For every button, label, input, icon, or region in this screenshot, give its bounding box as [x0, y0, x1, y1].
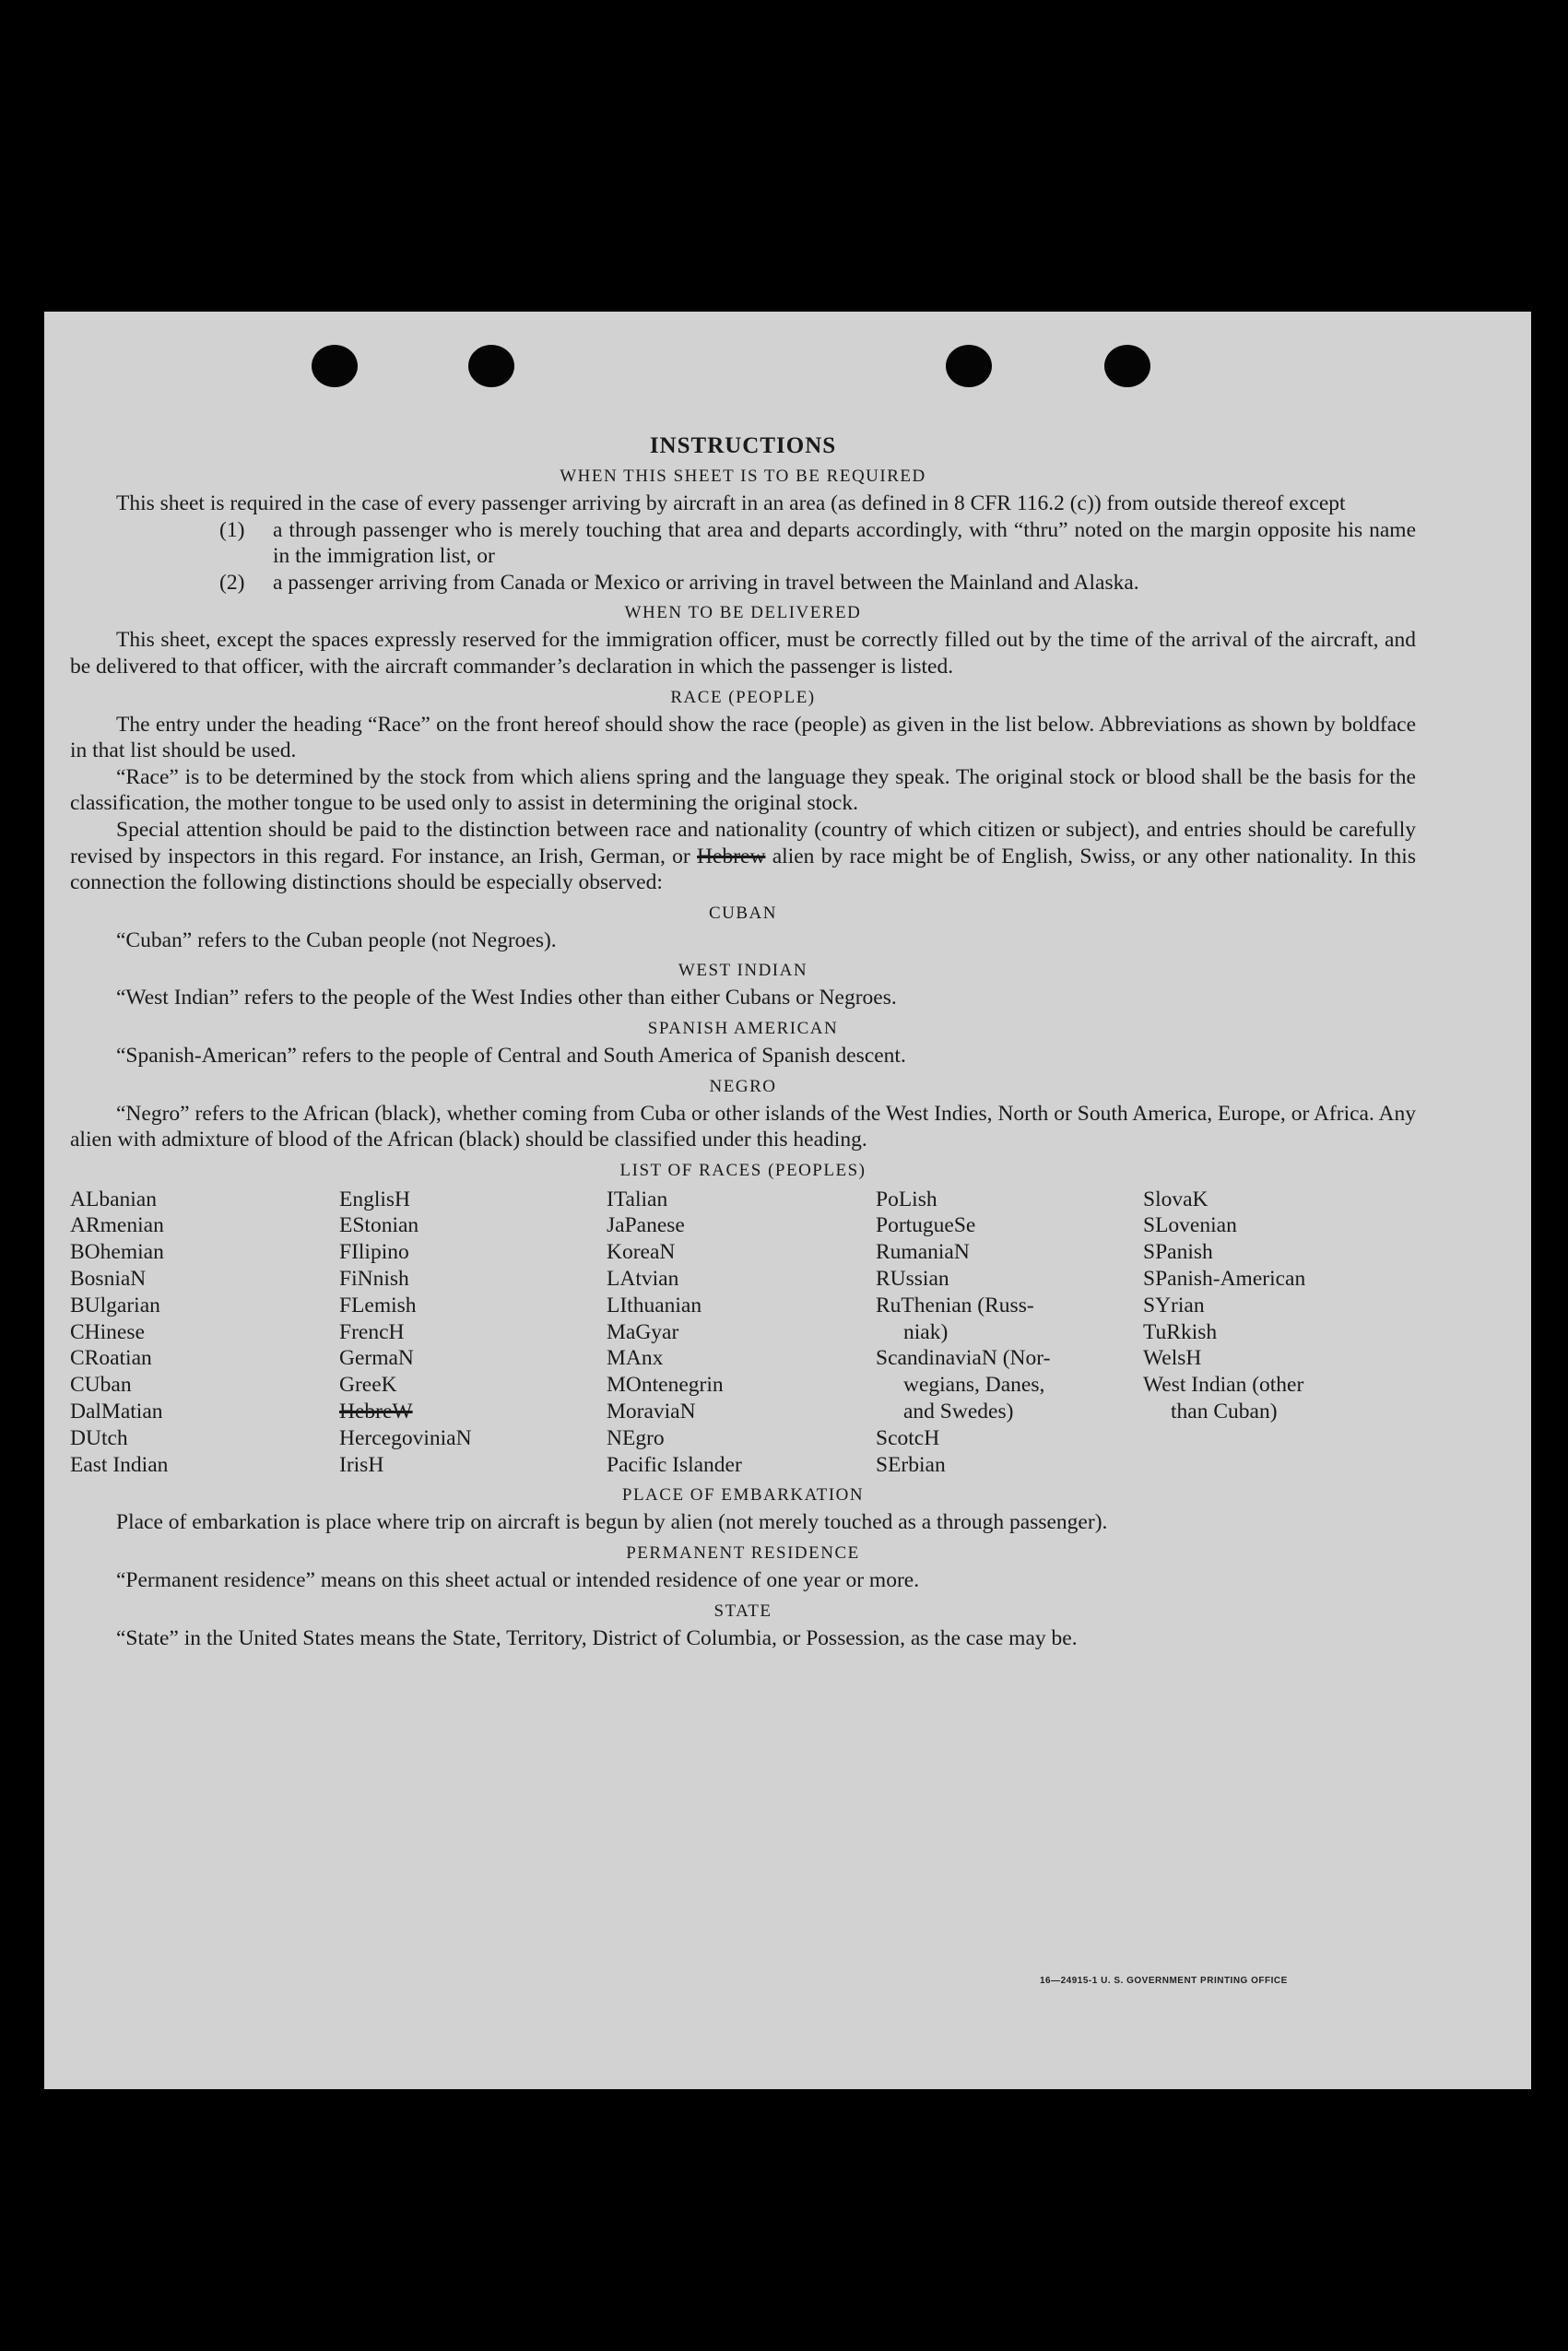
- race-entry: ScotcH: [876, 1425, 940, 1450]
- race-column-5: [1143, 1187, 1383, 1479]
- item-number: (1): [219, 517, 245, 542]
- instructions-body: [70, 433, 1416, 1651]
- heading-negro: NEGRO: [709, 1076, 777, 1096]
- race-column-1: [70, 1187, 339, 1479]
- race-entry: MaGyar: [607, 1319, 679, 1344]
- race-entry: PoLish: [876, 1187, 937, 1211]
- race-entry: ALbanian: [70, 1187, 157, 1211]
- race-entry: than Cuban): [1171, 1400, 1278, 1424]
- punch-hole: [946, 345, 992, 387]
- when-required-intro: This sheet is required in the case of every passenger arriving by aircraft in an area (as defined in 8 CFR 116.2 (c)) from outside thereof except: [116, 491, 1346, 515]
- race-entry: MOntenegrin: [607, 1373, 724, 1398]
- race-entry: SYrian: [1143, 1293, 1205, 1317]
- race-entry: DUtch: [70, 1425, 128, 1450]
- race-p3-after: alien by race might be of English, Swiss, or any other nationality. In this connection the following distinctions should be especially observed:: [70, 844, 1416, 895]
- cuban-text: “Cuban” refers to the Cuban people (not Negroes).: [116, 927, 557, 952]
- race-entry: BOhemian: [70, 1240, 164, 1265]
- when-delivered-text: This sheet, except the spaces expressly reserved for the immigration officer, must be correctly filled out by the time of the arrival of the aircraft, and be delivered to that officer, with the aircraft commander’s declaration in which the passenger is listed.: [70, 628, 1416, 679]
- race-entry: CUban: [70, 1373, 132, 1398]
- race-paragraph-3: [70, 817, 1416, 896]
- race-entry: ScandinaviaN (Nor-: [876, 1346, 1051, 1371]
- residence-text: “Permanent residence” means on this sheet actual or intended residence of one year or more.: [116, 1568, 920, 1593]
- race-entry: EStonian: [339, 1213, 419, 1238]
- race-entry: SLovenian: [1143, 1213, 1237, 1238]
- negro-text: “Negro” refers to the African (black), whether coming from Cuba or other islands of the West Indies, North or South America, Europe, or Africa. Any alien with admixture of blood of the African (black) should be classified under this heading.: [70, 1101, 1416, 1152]
- race-entry: RUssian: [876, 1267, 949, 1292]
- race-entry: wegians, Danes,: [903, 1373, 1045, 1398]
- race-entry: EnglisH: [339, 1187, 411, 1211]
- race-entry: FIlipino: [339, 1240, 409, 1265]
- race-column-2: [339, 1187, 607, 1479]
- race-paragraph-2: “Race” is to be determined by the stock from which aliens spring and the language they speak. The original stock or blood shall be the basis for the classification, the mother tongue to be used only to assist in determining the original stock.: [70, 764, 1416, 816]
- race-entry: BosniaN: [70, 1267, 147, 1292]
- state-text: “State” in the United States means the State, Territory, District of Columbia, or Possession, as the case may be.: [116, 1625, 1078, 1650]
- race-entry: SPanish: [1143, 1240, 1213, 1265]
- page-title: INSTRUCTIONS: [649, 433, 837, 458]
- race-entry: SPanish-American: [1143, 1267, 1306, 1292]
- list-item: [70, 570, 1416, 597]
- race-entry: IrisH: [339, 1452, 384, 1477]
- punch-hole: [1104, 345, 1150, 387]
- item-text: a passenger arriving from Canada or Mexico or arriving in travel between the Mainland and Alaska.: [273, 570, 1139, 595]
- race-entry: MAnx: [607, 1346, 664, 1371]
- heading-west-indian: WEST INDIAN: [678, 961, 808, 981]
- race-entry: CRoatian: [70, 1346, 152, 1371]
- race-entry: FLemish: [339, 1293, 417, 1317]
- item-text: a through passenger who is merely touching that area and departs accordingly, with “thru” noted on the margin opposite his name in the immigration list, or: [273, 517, 1416, 569]
- race-entry: RuThenian (Russ-: [876, 1293, 1034, 1317]
- race-entry: FrencH: [339, 1319, 405, 1344]
- race-entry: and Swedes): [903, 1400, 1014, 1424]
- race-entry: HercegovinіaN: [339, 1425, 472, 1450]
- race-column-3: [607, 1187, 876, 1479]
- race-entry: SlovaK: [1143, 1187, 1208, 1211]
- race-entry: ITalian: [607, 1187, 668, 1211]
- race-entry: Pacific Islander: [607, 1452, 742, 1477]
- spanish-american-text: “Spanish-American” refers to the people of Central and South America of Spanish descent.: [116, 1043, 906, 1068]
- struck-word: Hebrew: [697, 844, 766, 868]
- race-list: [70, 1187, 1416, 1479]
- race-paragraph-1: The entry under the heading “Race” on the front hereof should show the race (people) as given in the list below. Abbreviations as shown by boldface in that list should be used.: [70, 712, 1416, 763]
- race-entry: HebreW: [339, 1400, 413, 1424]
- race-entry: NEgro: [607, 1425, 665, 1450]
- race-entry: East Indian: [70, 1452, 169, 1477]
- west-indian-text: “West Indian” refers to the people of the West Indies other than either Cubans or Negroes.: [116, 986, 897, 1010]
- race-entry: JaPanese: [607, 1213, 685, 1238]
- race-entry: LAtvian: [607, 1267, 679, 1292]
- heading-when-required: WHEN THIS SHEET IS TO BE REQUIRED: [560, 467, 926, 486]
- race-column-4: [876, 1187, 1143, 1479]
- race-entry: ARmenian: [70, 1213, 164, 1238]
- race-entry: SErbian: [876, 1452, 946, 1477]
- heading-state: STATE: [713, 1601, 772, 1621]
- race-entry: West Indian (other: [1143, 1373, 1304, 1398]
- heading-race: RACE (PEOPLE): [670, 687, 816, 707]
- heading-residence: PERMANENT RESIDENCE: [626, 1543, 860, 1564]
- race-entry: FiNnish: [339, 1267, 409, 1292]
- race-entry: KoreaN: [607, 1240, 676, 1265]
- heading-cuban: CUBAN: [708, 903, 777, 923]
- instruction-sheet: [44, 312, 1531, 2089]
- race-entry: WelsH: [1143, 1346, 1202, 1371]
- race-entry: TuRkish: [1143, 1319, 1218, 1344]
- race-entry: niak): [903, 1319, 949, 1344]
- printing-office-code: 16—24915-1 U. S. GOVERNMENT PRINTING OFFICE: [1040, 1976, 1288, 1986]
- list-item: [70, 517, 1416, 570]
- embarkation-text: Place of embarkation is place where trip on aircraft is begun by alien (not merely touched as a through passenger).: [116, 1510, 1108, 1535]
- heading-embarkation: PLACE OF EMBARKATION: [621, 1485, 865, 1506]
- race-entry: CHinese: [70, 1319, 145, 1344]
- race-entry: MoraviaN: [607, 1400, 696, 1424]
- race-entry: GreeK: [339, 1373, 397, 1398]
- heading-list-of-races: LIST OF RACES (PEOPLES): [619, 1160, 867, 1180]
- race-entry: GermaN: [339, 1346, 414, 1371]
- race-p3-before: Special attention should be paid to the distinction between race and nationality (country of which citizen or subject), and entries should be carefully revised by inspectors in this regard. For instance, an Irish, German, or: [70, 817, 1416, 868]
- race-entry: PortugueSe: [876, 1213, 976, 1238]
- race-entry: BUlgarian: [70, 1293, 160, 1317]
- race-entry: DalMatian: [70, 1400, 163, 1424]
- heading-when-delivered: WHEN TO BE DELIVERED: [624, 603, 862, 623]
- item-number: (2): [219, 570, 245, 595]
- race-entry: RumaniaN: [876, 1240, 970, 1265]
- punch-hole: [468, 345, 514, 387]
- heading-spanish-american: SPANISH AMERICAN: [647, 1018, 839, 1038]
- race-entry: LIthuanian: [607, 1293, 702, 1317]
- punch-hole: [312, 345, 358, 387]
